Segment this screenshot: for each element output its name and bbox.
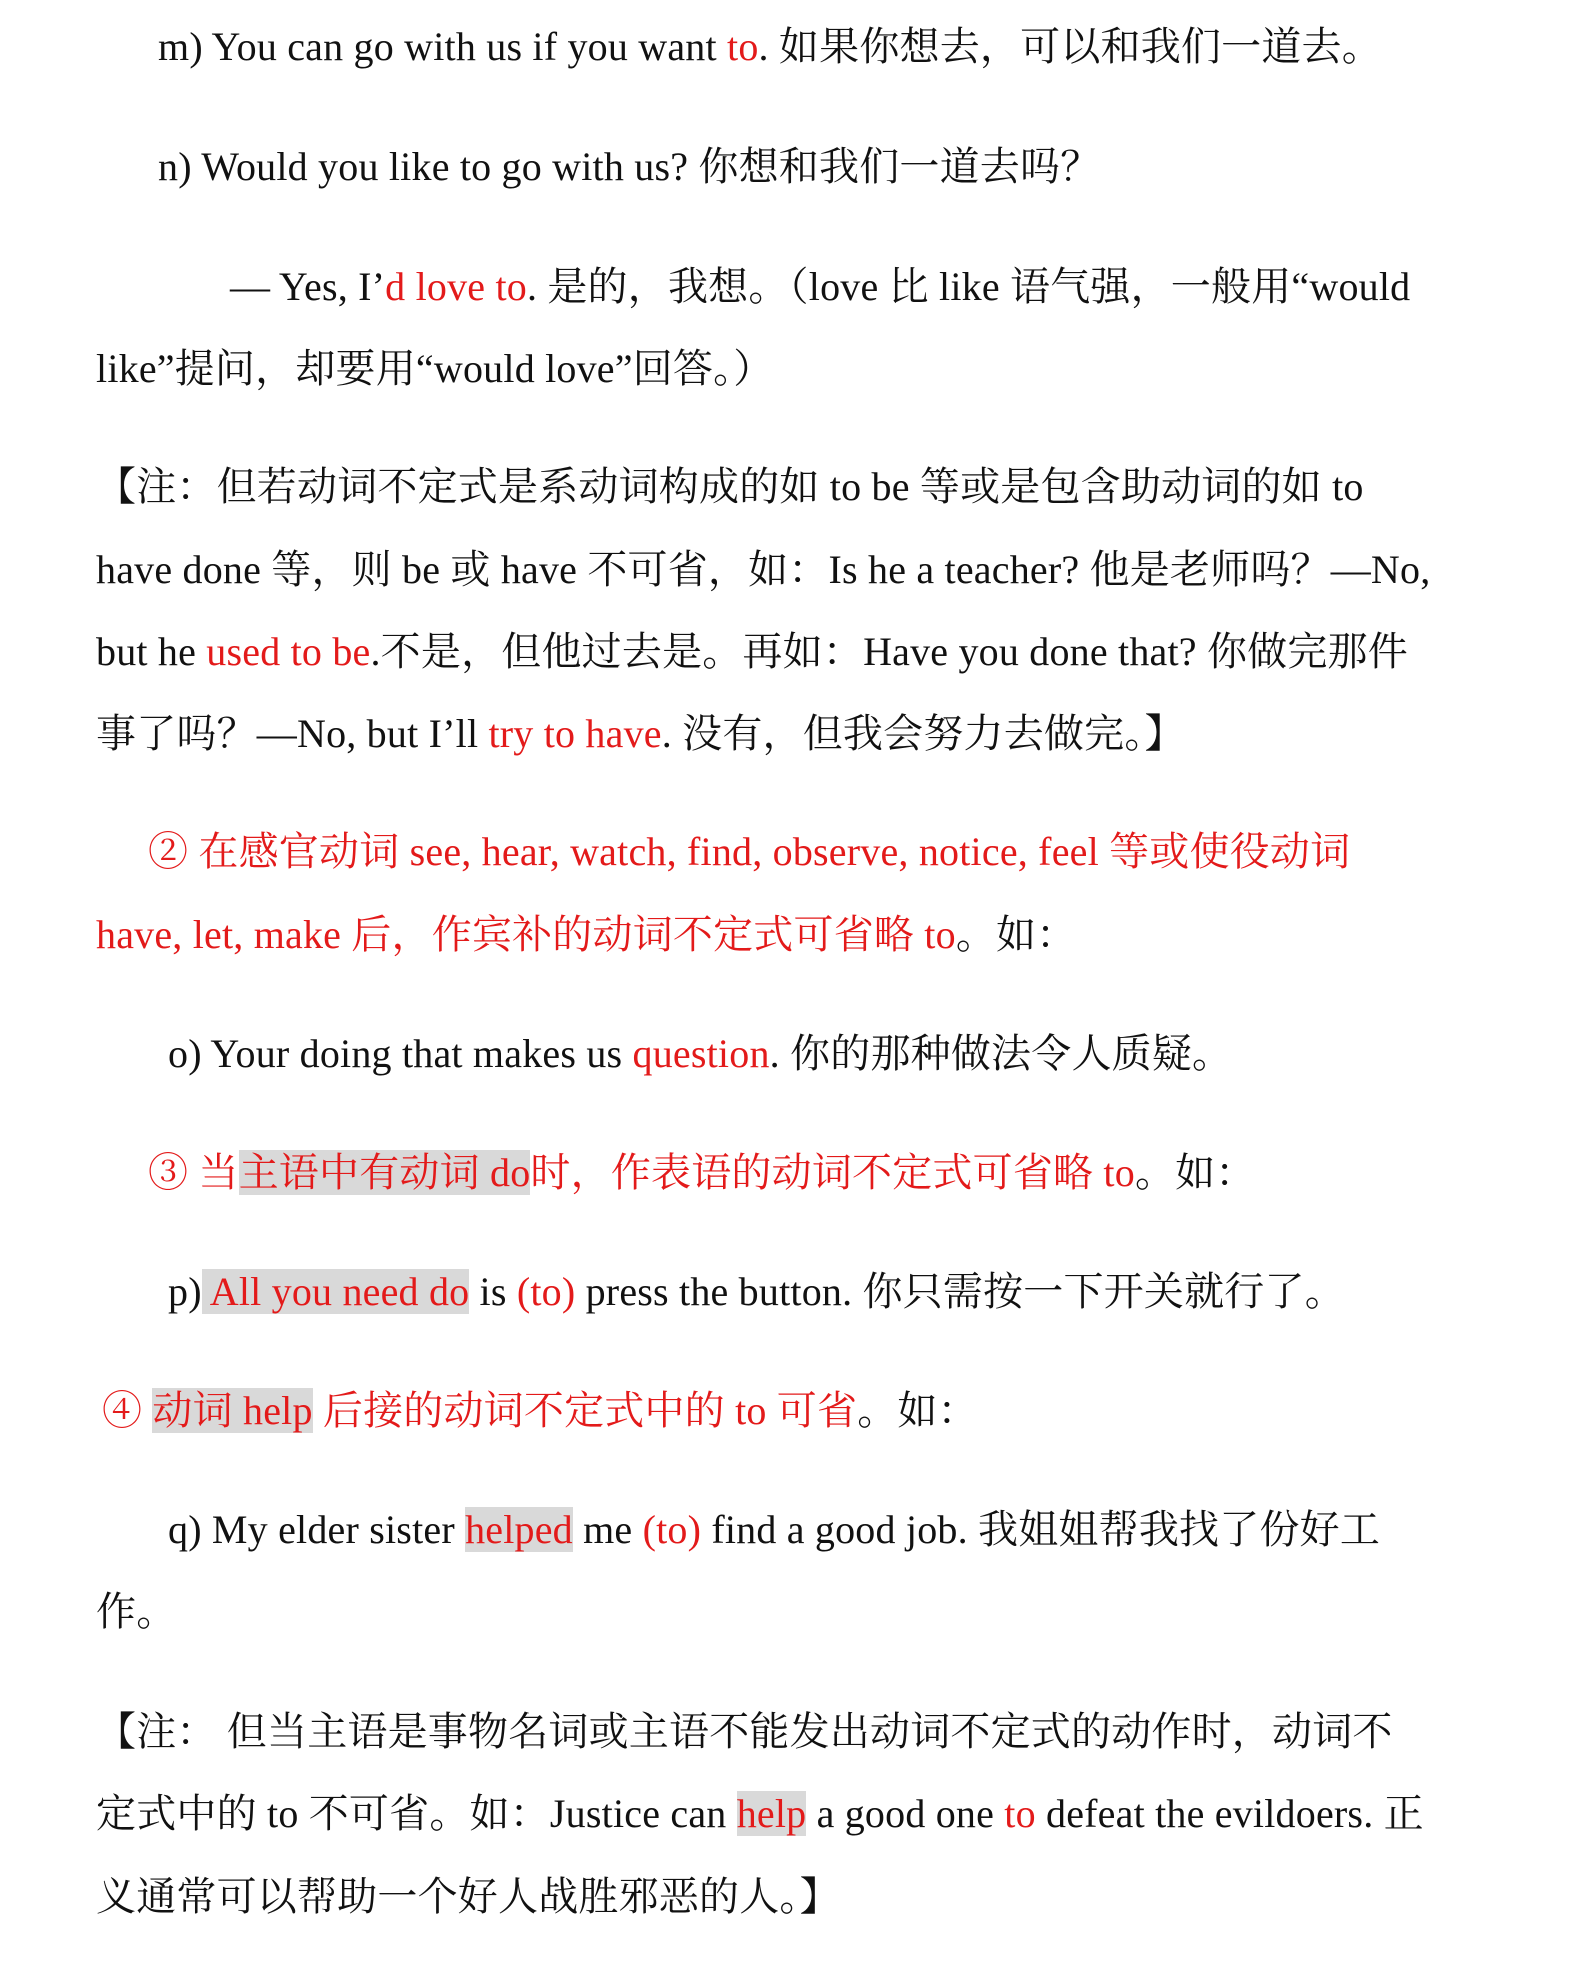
text-segment: All you need do <box>201 1269 470 1314</box>
text-segment: . 你的那种做法令人质疑。 <box>769 1031 1233 1076</box>
example-n-answer-continued <box>96 342 774 396</box>
note-2-line-3 <box>96 1870 840 1924</box>
example-p <box>168 1265 1345 1319</box>
text-segment: help <box>736 1791 807 1836</box>
example-q-continued <box>96 1585 176 1639</box>
text-segment: 时，作表语的动词不定式可省略 to <box>530 1150 1135 1195</box>
text-segment: ④ <box>102 1388 153 1433</box>
note-2-line-1 <box>96 1705 1393 1759</box>
text-segment: helped <box>465 1507 573 1552</box>
text-segment: o) Your doing that makes us <box>168 1031 633 1076</box>
text-segment: ③ 当 <box>148 1150 239 1195</box>
text-segment: 【注：但若动词不定式是系动词构成的如 to be 等或是包含助动词的如 to <box>96 464 1364 509</box>
note-1-line-1 <box>96 460 1364 514</box>
text-segment: used to be <box>206 629 371 674</box>
text-segment: . 没有，但我会努力去做完。】 <box>661 711 1185 756</box>
text-segment: 后接的动词不定式中的 to 可省 <box>312 1388 858 1433</box>
note-2-line-2 <box>96 1787 1424 1841</box>
text-segment: to <box>727 24 759 69</box>
text-segment: 。如： <box>955 912 1077 957</box>
text-segment: 。如： <box>1134 1150 1256 1195</box>
text-segment: question <box>632 1031 770 1076</box>
text-segment: 主语中有动词 do <box>238 1150 531 1195</box>
text-segment: n) Would you like to go with us? 你想和我们一道去吗？ <box>158 144 1101 189</box>
text-segment: like”提问，却要用“would love”回答。） <box>96 346 774 391</box>
text-segment: but he <box>96 629 207 674</box>
text-segment: 作。 <box>96 1589 177 1634</box>
text-segment: 事了吗？—No, but I’ll <box>96 711 489 756</box>
text-segment: .不是，但他过去是。再如：Have you done that? 你做完那件 <box>370 629 1408 674</box>
text-segment: have, let, make 后，作宾补的动词不定式可省略 to <box>96 912 956 957</box>
note-1-line-4 <box>96 707 1185 761</box>
text-segment: defeat the evildoers. 正 <box>1035 1791 1424 1836</box>
text-segment: find a good job. 我姐姐帮我找了份好工 <box>701 1507 1381 1552</box>
text-segment: 义通常可以帮助一个好人战胜邪恶的人。】 <box>96 1874 840 1919</box>
text-segment: m) You can go with us if you want <box>158 24 728 69</box>
text-segment: 【注： 但当主语是事物名词或主语不能发出动词不定式的动作时，动词不 <box>96 1709 1393 1754</box>
text-segment: to <box>1004 1791 1036 1836</box>
text-segment: 动词 help <box>152 1388 313 1433</box>
rule-2-line-2 <box>96 908 1076 962</box>
example-m <box>158 20 1382 74</box>
example-o <box>168 1027 1232 1081</box>
text-segment: p) <box>168 1269 202 1314</box>
text-segment: press the button. 你只需按一下开关就行了。 <box>575 1269 1345 1314</box>
text-segment: is <box>469 1269 517 1314</box>
rule-2-line-1 <box>148 825 1350 879</box>
example-n <box>158 140 1100 194</box>
note-1-line-2 <box>96 543 1430 597</box>
text-segment: a good one <box>806 1791 1005 1836</box>
text-segment: (to) <box>642 1507 702 1552</box>
example-n-answer <box>230 260 1410 314</box>
text-segment: 定式中的 to 不可省。如：Justice can <box>96 1791 737 1836</box>
text-segment: q) My elder sister <box>168 1507 466 1552</box>
rule-4 <box>102 1384 978 1438</box>
note-1-line-3 <box>96 625 1408 679</box>
text-segment: try to have <box>488 711 662 756</box>
text-segment: d love to <box>385 264 527 309</box>
text-segment: have done 等，则 be 或 have 不可省，如：Is he a teacher? 他是老师吗？—No, <box>96 547 1431 592</box>
text-segment: 。如： <box>857 1388 978 1433</box>
text-segment: . 是的，我想。（love 比 like 语气强，一般用“would <box>526 264 1411 309</box>
text-segment: me <box>572 1507 643 1552</box>
text-segment: — Yes, I’ <box>230 264 386 309</box>
text-segment: (to) <box>516 1269 576 1314</box>
example-q <box>168 1503 1380 1557</box>
text-segment: . 如果你想去，可以和我们一道去。 <box>758 24 1382 69</box>
rule-3 <box>148 1146 1256 1200</box>
text-segment: ② 在感官动词 see, hear, watch, find, observe, notice, feel 等或使役动词 <box>148 829 1351 874</box>
